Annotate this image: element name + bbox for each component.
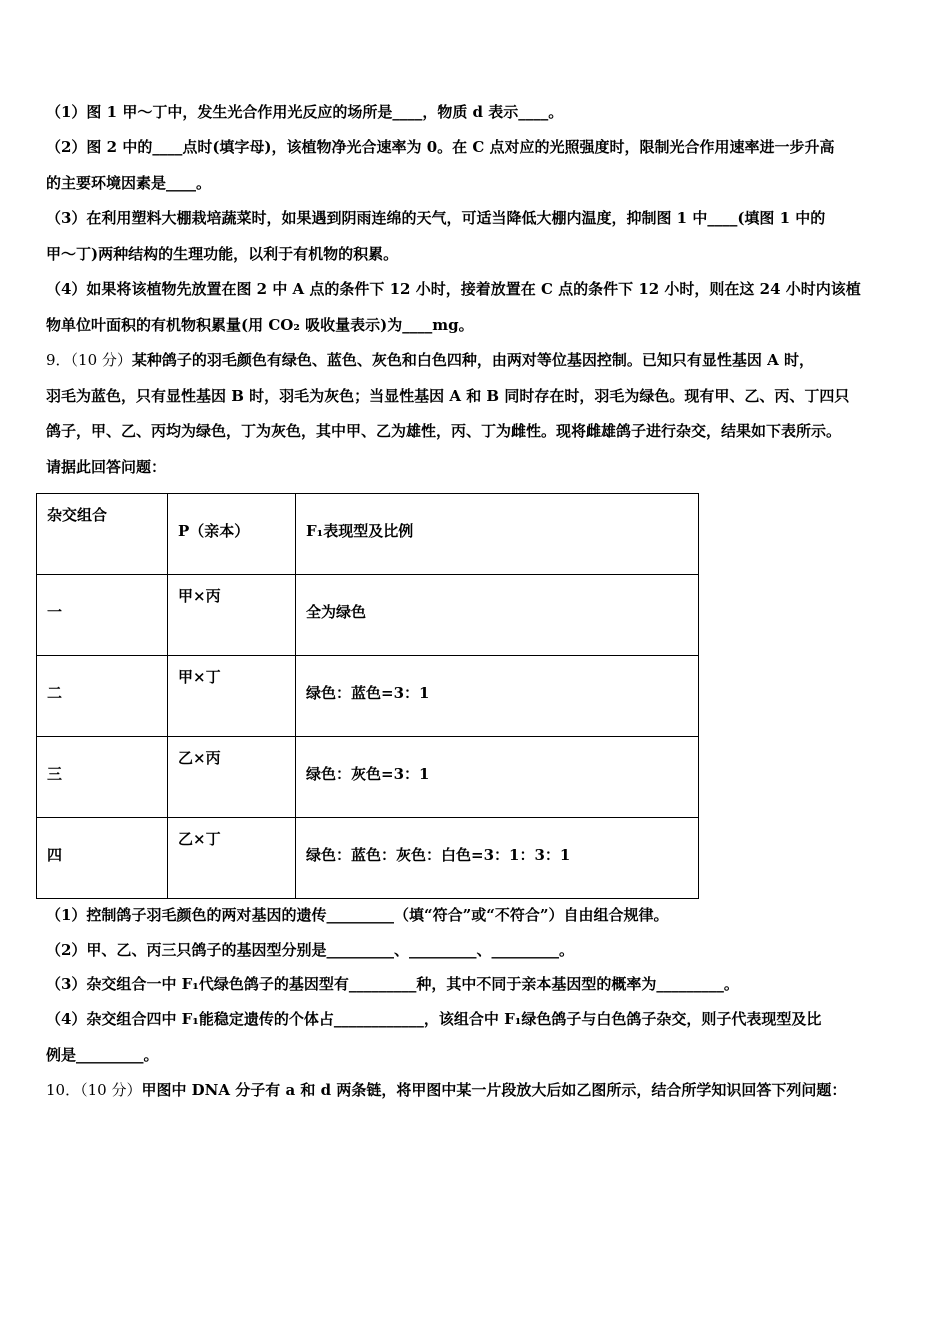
q9-part1: （1）控制鸽子羽毛颜色的两对基因的遗传_________（填“符合”或“不符合”）自由组合规律。: [46, 906, 669, 924]
q8-part3-line2: 甲～丁)两种结构的生理功能，以利于有机物的积累。: [46, 245, 399, 263]
table-cell: 三: [37, 737, 168, 818]
q9-part4-line1: （4）杂交组合四中 F₁能稳定遗传的个体占____________，该组合中 F₁绿色鸽子与白色鸽子杂交，则子代表现型及比: [46, 1010, 822, 1028]
table-cell: 甲×丙: [168, 575, 296, 656]
q10-number: 10．（10 分）: [46, 1081, 142, 1099]
header-cell: P（亲本）: [168, 494, 296, 575]
table-row: [37, 737, 699, 818]
table-cell: 乙×丙: [168, 737, 296, 818]
table-cell: 全为绿色: [296, 575, 699, 656]
q8-part4-line2: 物单位叶面积的有机物积累量(用 CO₂ 吸收量表示)为____mg。: [46, 316, 474, 334]
q10-text: 甲图中 DNA 分子有 a 和 d 两条链，将甲图中某一片段放大后如乙图所示，结合所学知识回答下列问题：: [141, 1081, 847, 1099]
q8-part2-line1: （2）图 2 中的____点时(填字母)，该植物净光合速率为 0。在 C 点对应的光照强度时，限制光合作用速率进一步升高: [46, 138, 835, 156]
table-cell: 一: [37, 575, 168, 656]
table-row: [37, 575, 699, 656]
q9-intro-line2: 羽毛为蓝色，只有显性基因 B 时，羽毛为灰色；当显性基因 A 和 B 同时存在时，羽毛为绿色。现有甲、乙、丙、丁四只: [46, 387, 850, 405]
table-row: [37, 818, 699, 899]
q9-part3: （3）杂交组合一中 F₁代绿色鸽子的基因型有_________种，其中不同于亲本基因型的概率为_________。: [46, 975, 739, 993]
q9-part4-line2: 例是_________。: [46, 1046, 159, 1064]
q9-intro-line1: [46, 350, 814, 370]
q9-intro-line4: 请据此回答问题：: [46, 458, 167, 476]
table-cell: 乙×丁: [168, 818, 296, 899]
table-row: [37, 656, 699, 737]
table-cell: 绿色：灰色=3：1: [296, 737, 699, 818]
cross-results-table: [36, 493, 699, 899]
table-cell: 甲×丁: [168, 656, 296, 737]
table-cell: 绿色：蓝色=3：1: [296, 656, 699, 737]
q9-part2: （2）甲、乙、丙三只鸽子的基因型分别是_________、_________、_________。: [46, 941, 574, 959]
q8-part1: （1）图 1 甲～丁中，发生光合作用光反应的场所是____，物质 d 表示____。: [46, 103, 564, 121]
table-cell: 绿色：蓝色：灰色：白色=3：1：3：1: [296, 818, 699, 899]
table-header-row: [37, 494, 699, 575]
table-cell: 四: [37, 818, 168, 899]
header-cell: F₁表现型及比例: [296, 494, 699, 575]
q8-part3-line1: （3）在利用塑料大棚栽培蔬菜时，如果遇到阴雨连绵的天气，可适当降低大棚内温度，抑制图 1 中____(填图 1 中的: [46, 209, 826, 227]
q8-part2-line2: 的主要环境因素是____。: [46, 174, 212, 192]
header-cell: 杂交组合: [37, 494, 168, 575]
q10-intro: [46, 1080, 846, 1100]
table-cell: 二: [37, 656, 168, 737]
q9-intro-line3: 鸽子，甲、乙、丙均为绿色，丁为灰色，其中甲、乙为雄性，丙、丁为雌性。现将雌雄鸽子进行杂交，结果如下表所示。: [46, 422, 842, 440]
q8-part4-line1: （4）如果将该植物先放置在图 2 中 A 点的条件下 12 小时，接着放置在 C 点的条件下 12 小时，则在这 24 小时内该植: [46, 280, 861, 298]
q9-text-1: 某种鸽子的羽毛颜色有绿色、蓝色、灰色和白色四种，由两对等位基因控制。已知只有显性基因 A 时，: [131, 351, 814, 369]
q9-number: 9．（10 分）: [46, 351, 132, 369]
